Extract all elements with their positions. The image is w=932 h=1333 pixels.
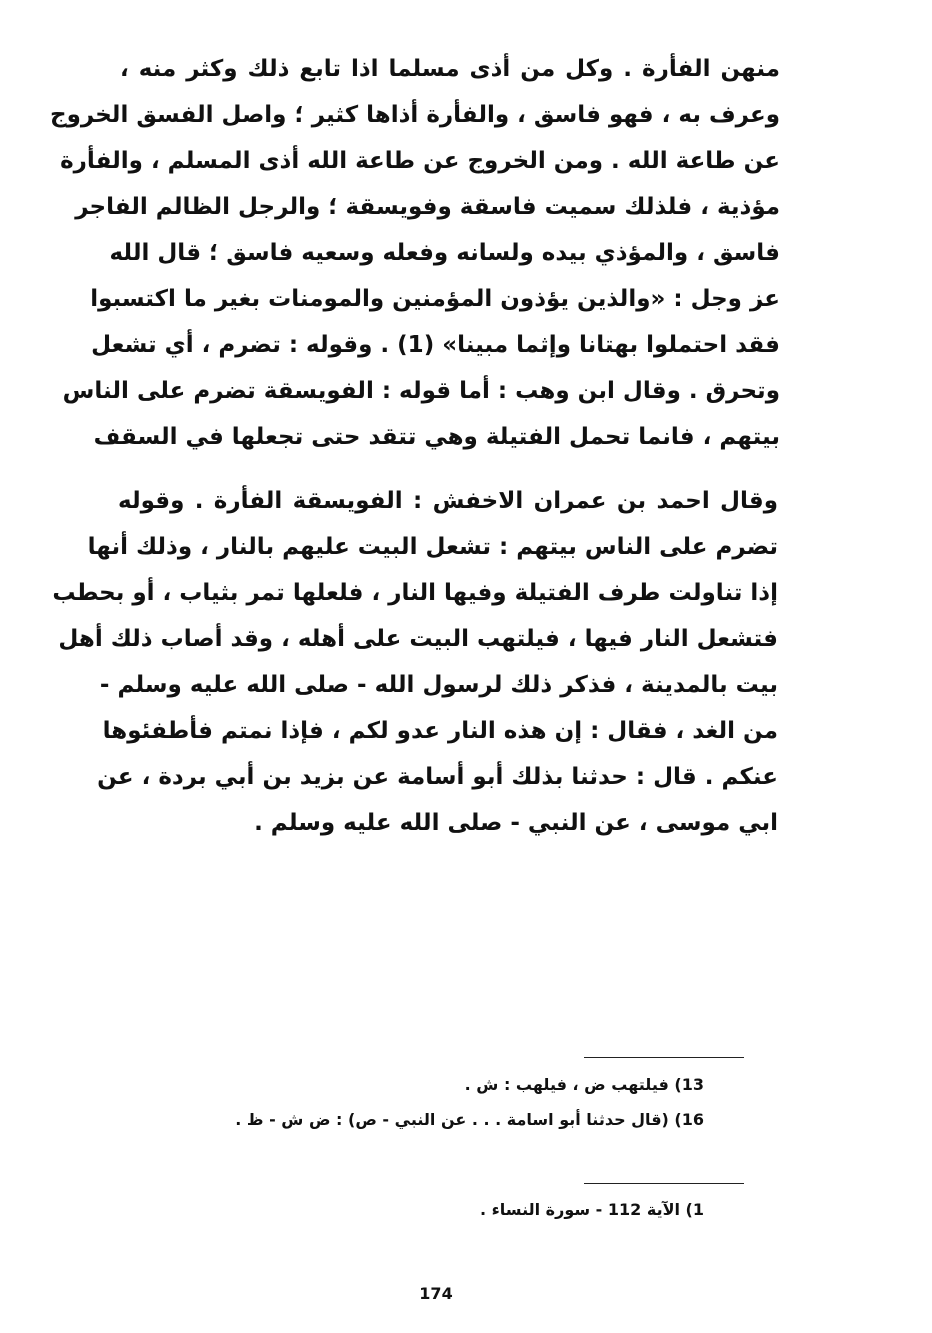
text-line: فاسق ، والمؤذي بيده ولسانه وفعله وسعيه فاسق ؛ قال الله <box>109 240 780 266</box>
variant-note: 16) (قال حدثنا أبو اسامة . . . عن النبي - ص) : ض ش - ظ . <box>235 1110 704 1129</box>
text-line: وتحرق . وقال ابن وهب : أما قوله : الفويسقة تضرم على الناس <box>62 378 780 404</box>
text-line: عز وجل : «والذين يؤذون المؤمنين والمومنات بغير ما اكتسبوا <box>90 286 780 312</box>
text-line: عن طاعة الله . ومن الخروج عن طاعة الله أذى المسلم ، والفأرة <box>60 148 780 174</box>
footnote: 1) الآية 112 - سورة النساء . <box>479 1200 704 1219</box>
main-paragraph-1 <box>50 46 780 460</box>
text-line: تضرم على الناس بيتهم : تشعل البيت عليهم بالنار ، وذلك أنها <box>87 534 778 560</box>
text-line: وعرف به ، فهو فاسق ، والفأرة أذاها كثير ؛ واصل الفسق الخروج <box>50 102 780 128</box>
text-line: فقد احتملوا بهتانا وإثما مبينا» (1) . وقوله : تضرم ، أي تشعل <box>91 332 780 358</box>
text-line: فتشعل النار فيها ، فيلتهب البيت على أهله ، وقد أصاب ذلك أهل <box>58 626 778 652</box>
variant-notes-divider <box>584 1057 744 1058</box>
page-number: 174 <box>419 1284 453 1303</box>
text-line: وقال احمد بن عمران الاخفش : الفويسقة الفأرة . وقوله <box>118 488 778 514</box>
footnotes-divider <box>584 1183 744 1184</box>
text-line: بيت بالمدينة ، فذكر ذلك لرسول الله - صلى الله عليه وسلم - <box>99 672 778 698</box>
text-line: إذا تناولت طرف الفتيلة وفيها النار ، فلعلها تمر بثياب ، أو بحطب <box>52 580 778 606</box>
main-paragraph-2 <box>52 478 778 846</box>
text-line: من الغد ، فقال : إن هذه النار عدو لكم ، فإذا نمتم فأطفئوها <box>102 718 778 744</box>
text-line: مؤذية ، فلذلك سميت فاسقة وفويسقة ؛ والرجل الظالم الفاجر <box>75 194 780 220</box>
text-line: ابي موسى ، عن النبي - صلى الله عليه وسلم . <box>254 810 778 836</box>
text-line: بيتهم ، فانما تحمل الفتيلة وهي تتقد حتى تجعلها في السقف <box>93 424 780 450</box>
text-line: عنكم . قال : حدثنا بذلك أبو أسامة عن بزيد بن أبي بردة ، عن <box>97 764 778 790</box>
variant-note: 13) فيلتهب ض ، فيلهب : ش . <box>464 1075 704 1094</box>
text-line: منهن الفأرة . وكل من أذى مسلما اذا تابع ذلك وكثر منه ، <box>120 56 780 82</box>
